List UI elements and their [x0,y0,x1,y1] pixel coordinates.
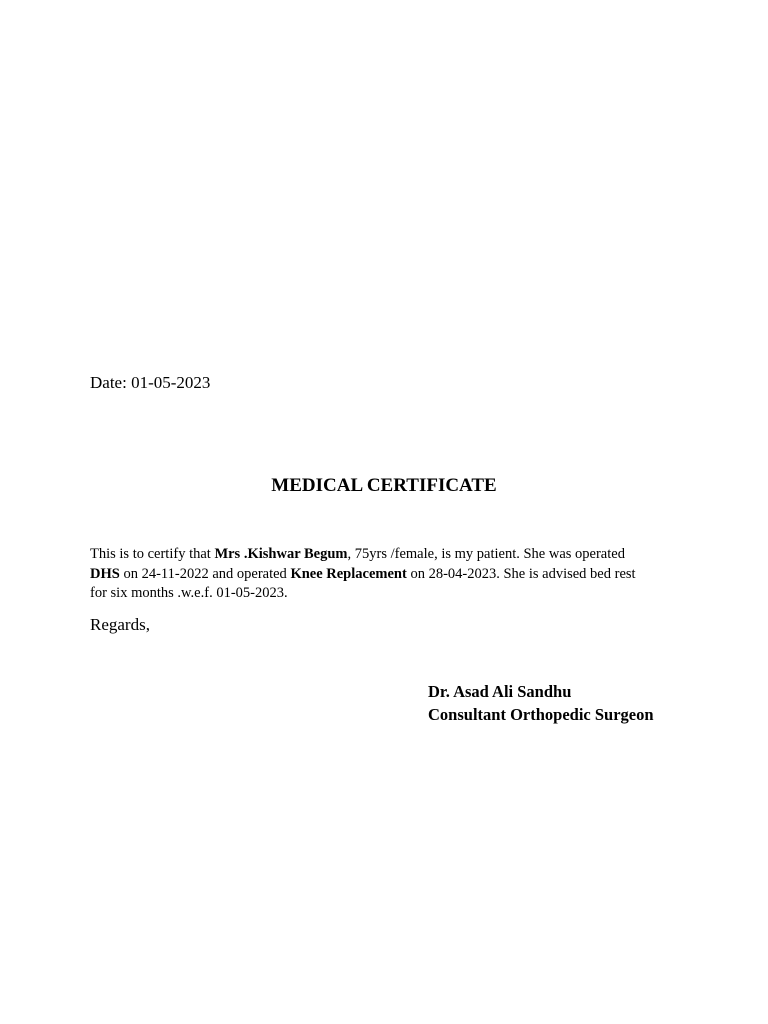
signature-block [428,680,654,726]
body-line-3: for six months .w.e.f. 01-05-2023. [90,585,288,601]
body-line-2 [90,565,690,585]
certificate-body [90,545,690,604]
body-line-1 [90,545,690,565]
patient-name: Mrs .Kishwar Begum [214,546,348,562]
doctor-designation: Consultant Orthopedic Surgeon [428,705,654,724]
body-text-segment: on 24-11-2022 and operated [119,565,291,582]
body-text-segment: , 75yrs /female, is my patient. She was operated [347,546,625,562]
certificate-title: MEDICAL CERTIFICATE [271,475,497,496]
body-text-segment: This is to certify that [90,546,215,562]
procedure-knee-replacement: Knee Replacement [290,565,407,582]
doctor-name: Dr. Asad Ali Sandhu [428,682,572,701]
procedure-dhs: DHS [90,565,120,582]
certificate-date: Date: 01-05-2023 [90,373,211,392]
body-text-segment: on 28-04-2023. She is advised bed rest [406,565,636,582]
closing-regards: Regards, [90,615,150,634]
